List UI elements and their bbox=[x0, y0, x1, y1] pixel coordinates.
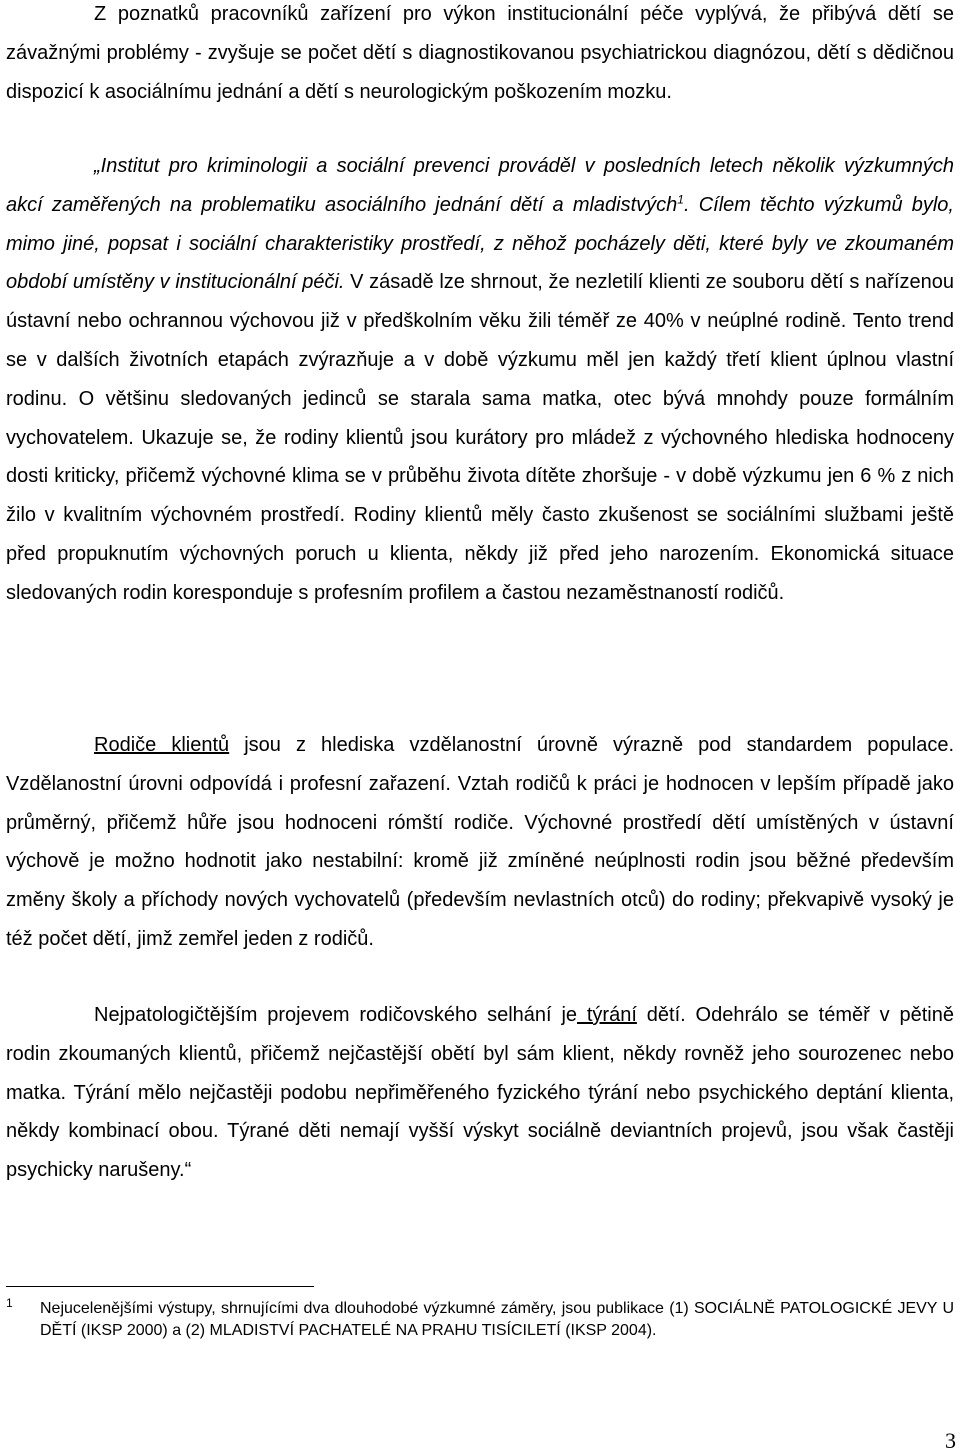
footnote-separator bbox=[6, 1286, 314, 1287]
footnote-text: Nejucelenějšími výstupy, shrnujícími dva dlouhodobé výzkumné záměry, jsou publikace (1) SOCIÁLNĚ PATOLOGICKÉ JEVY U DĚTÍ (IKSP 2000) a (2) MLADISTVÍ PACHATELÉ NA PRAHU TISÍCILETÍ (IKSP 2004). bbox=[40, 1300, 954, 1339]
footnote-reference[interactable]: 1 bbox=[677, 192, 684, 207]
closing-quote-mark: “ bbox=[184, 1159, 192, 1182]
opening-quote-mark: „ bbox=[94, 155, 101, 177]
paragraph-research-findings bbox=[6, 147, 954, 613]
underlined-term-parents: Rodiče klientů bbox=[94, 734, 230, 756]
underlined-term-abuse: týrání bbox=[577, 1004, 637, 1026]
italic-intro-text: Institut pro kriminologii a sociální prevenci prováděl v posledních letech několik výzkumných akcí zaměřených na problematiku asociálního jednání dětí a mladistvých bbox=[6, 155, 954, 216]
paragraph-abuse bbox=[6, 996, 954, 1190]
footnote bbox=[6, 1298, 954, 1342]
text-before-term: Nejpatologičtějším projevem rodičovského selhání je bbox=[94, 1004, 578, 1026]
footnote-number: 1 bbox=[6, 1296, 13, 1310]
text-after-term: dětí. Odehrálo se téměř v pětině rodin zkoumaných klientů, přičemž nejčastější obětí byl sám klient, někdy rovněž jeho sourozenec nebo matka. Týrání mělo nejčastěji podobu nepřiměřeného fyzického týrání nebo psychického deptání klienta, někdy kombinací obou. Týrané děti nemají vyšší výskyt sociálně deviantních projevů, jsou však častěji psychicky narušeny. bbox=[6, 1004, 954, 1182]
plain-body-text: V zásadě lze shrnout, že nezletilí klienti ze souboru dětí s nařízenou ústavní nebo ochrannou výchovou již v předškolním věku žili téměř ze 40% v neúplné rodině. Tento trend se v dalších životních etapách zvýrazňuje a v době výzkumu měl jen každý třetí klient úplnou vlastní rodinu. O většinu sledovaných jedinců se starala sama matka, otec bývá mnohdy pouze formálním vychovatelem. Ukazuje se, že rodiny klientů jsou kurátory pro mládež z výchovného hlediska hodnoceny dosti kriticky, přičemž výchovné klima se v průběhu života dítěte zhoršuje - v době výzkumu jen 6 % z nich žilo v kvalitním výchovném prostředí. Rodiny klientů měly často zkušenost se sociálními službami ještě před propuknutím výchovných poruch u klienta, někdy již před jeho narozením. Ekonomická situace sledovaných rodin koresponduje s profesním profilem a častou nezaměstnaností rodičů. bbox=[6, 271, 955, 604]
paragraph-parents bbox=[6, 726, 954, 959]
paragraph-text: Z poznatků pracovníků zařízení pro výkon institucionální péče vyplývá, že přibývá dětí se závažnými problémy - zvyšuje se počet dětí s diagnostikovanou psychiatrickou diagnózou, dětí s dědičnou dispozicí k asociálnímu jednání a dětí s neurologickým poškozením mozku. bbox=[6, 3, 954, 103]
paragraph-text: jsou z hlediska vzdělanostní úrovně výrazně pod standardem populace. Vzdělanostní úrovni odpovídá i profesní zařazení. Vztah rodičů k práci je hodnocen v lepším případě jako průměrný, přičemž hůře jsou hodnoceni rómští rodiče. Výchovné prostředí dětí umístěných v ústavní výchově je možno hodnotit jako nestabilní: kromě již zmíněné neúplnosti rodin jsou běžné především změny školy a příchody nových vychovatelů (především nevlastních otců) do rodiny; překvapivě vysoký je též počet dětí, jimž zemřel jeden z rodičů. bbox=[6, 734, 955, 950]
page-number: 3 bbox=[945, 1428, 956, 1453]
paragraph-institutional-care bbox=[6, 0, 954, 111]
italic-body-text: . Cílem těchto výzkumů bylo, mimo jiné, popsat i sociální charakteristiky prostředí, z něhož pocházely děti, které byly ve zkoumaném období umístěny v institucionální péči. bbox=[6, 193, 954, 294]
